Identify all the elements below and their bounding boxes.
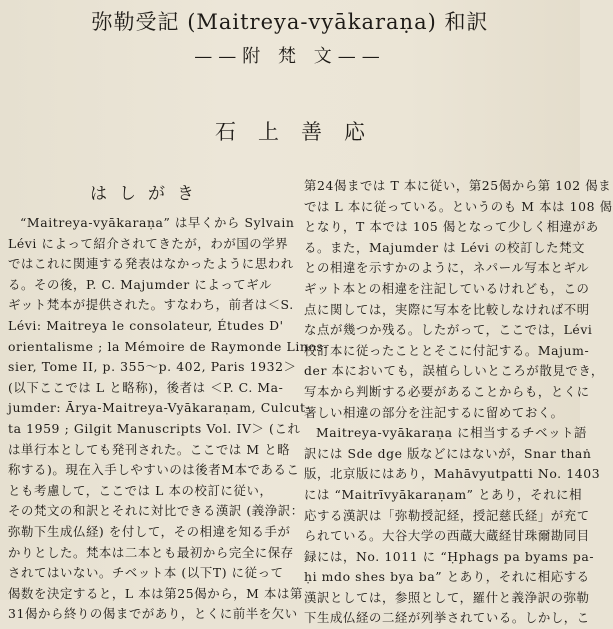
text-line: となり，T 本では 105 偈となって少しく相違があ [304, 219, 599, 235]
left-column [8, 179, 329, 625]
text-line: る。その後，P. C. Majumder によってギル [8, 276, 273, 292]
text-line: 写本から判断する必要があることからも，とくに [304, 383, 590, 399]
text-line: 31偈から終りの偈までがあり，とくに前半を欠い [8, 606, 298, 622]
text-line: ギット梵本が提供された。すなわち，前者は＜S. [8, 297, 294, 313]
text-line: は単行本としても発刊された。ここでは M と略 [8, 441, 291, 457]
text-line: 校訂本に従ったこととそこに付記する。Majum- [304, 342, 590, 358]
text-line: sier, Tome II, p. 355～p. 402, Paris 1932＞ [8, 359, 297, 375]
text-line: 第24偈までは T 本に従い，第25偈から第 102 偈ま [304, 178, 612, 193]
right-column [304, 176, 613, 629]
text-line: 漢訳としては，参照として，羅什と義浄訳の弥勒 [304, 589, 590, 605]
text-line: ta 1959 ; Gilgit Manuscripts Vol. IV＞ (これ [8, 420, 301, 436]
text-line: る。また，Majumder は Lévi の校訂した梵文 [304, 239, 586, 255]
text-line: かりとした。梵本は二本とも最初から完全に保存 [8, 544, 294, 560]
article-title: 弥勒受記 (Maitreya-vyākaraṇa) 和訳 [91, 10, 489, 34]
text-line: 著しい相違の部分を注記するに留めておく。 [304, 404, 564, 420]
article-subtitle: ——附 梵 文—— [194, 46, 386, 67]
text-line: られている。大谷大学の西蔵大蔵経甘珠爾勘同目 [304, 528, 590, 544]
section-heading: はしがき [90, 184, 206, 204]
text-line: Lévi によって紹介されてきたが，わが国の学界 [8, 235, 289, 251]
text-line: der 本においても，誤植らしいところが散見でき， [304, 363, 604, 379]
text-line: Lévi: Maitreya le consolateur, Études D' [8, 317, 284, 333]
text-line: な点が幾つか残る。したがって，ここでは，Lévi [304, 322, 593, 338]
text-line: ギット本との相違を注記しているけれども，この [304, 280, 590, 296]
text-line: 下生成仏経の二経が列挙されている。しかし，こ [304, 610, 590, 626]
text-line: 弥勒下生成仏経) を付して，その相違を知る手が [8, 523, 291, 539]
text-line: 応する漢訳は「弥勒授記経，授記慈氏経」が充て [304, 507, 590, 523]
text-line: とも考慮して，ここでは L 本の校訂に従い， [8, 482, 273, 498]
text-line: ḥi mdo shes bya ba” とあり，それに相応する [304, 569, 590, 585]
author-name: 石上善応 [215, 120, 387, 144]
text-line: 偈数を決定すると，L 本は第25偈から，M 本は第 [8, 585, 303, 601]
text-line: では L 本に従っている。というのも M 本は 108 偈 [304, 198, 613, 214]
text-line: には “Maitrīvyākaraṇam” とあり，それに相 [304, 486, 583, 502]
text-line: されてはいない。チベット本 (以下T) に従って [8, 565, 284, 581]
text-line: との相違を示すかのように，ネパール写本とギル [304, 260, 590, 276]
text-line: “Maitreya-vyākaraṇa” は早くから Sylvain [20, 215, 295, 230]
text-line: 訳には Sde dge 版などにはないが，Snar thaṅ [304, 445, 592, 461]
text-line: 称する)。現在入手しやすいのは後者M本であるこ [8, 462, 300, 478]
text-line: 版，北京版にはあり，Mahāvyutpatti No. 1403 [304, 466, 601, 482]
text-line: orientalisme ; la Mémoire de Raymonde Linos- [8, 338, 329, 354]
text-line: 録には，No. 1011 に “Ḥphags pa byams pa- [304, 548, 595, 564]
text-line: Maitreya-vyākaraṇa に相当するチベット語 [316, 425, 588, 441]
text-line: jumder: Ārya-Maitreya-Vyākaraṇam, Culcut- [8, 400, 311, 416]
text-line: ではこれに関連する発表はなかったように思われ [8, 256, 294, 272]
text-line: その梵文の和訳とそれに対比できる漢訳 (義浄訳： [8, 503, 304, 519]
text-line: (以下ここでは L と略称)，後者は ＜P. C. Ma- [8, 379, 284, 395]
text-line: 点に関しては，実際に写本を比較しなければ不明 [304, 301, 590, 317]
